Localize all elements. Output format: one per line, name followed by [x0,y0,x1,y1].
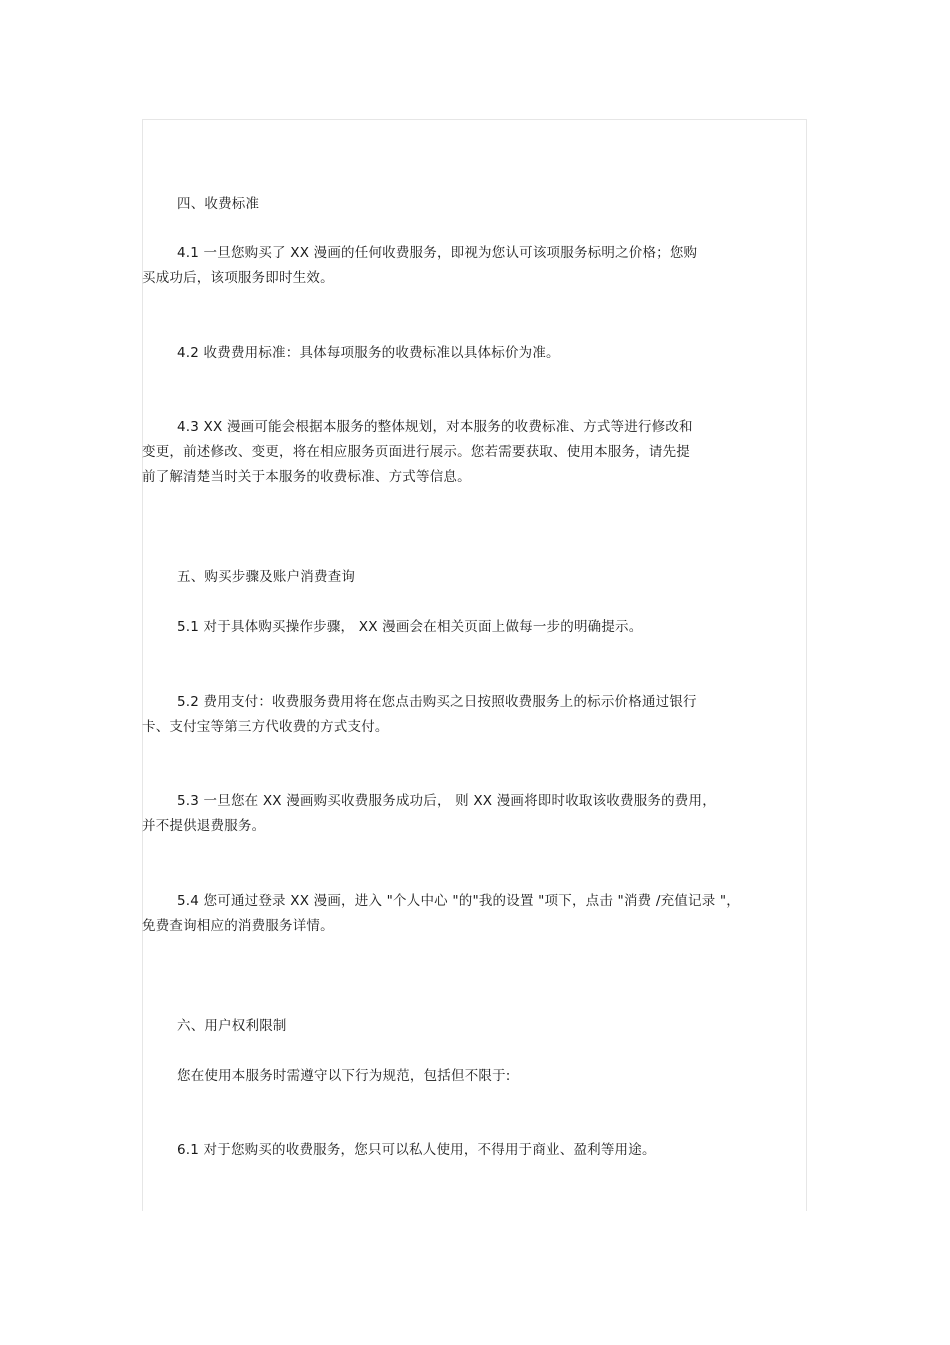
paragraph-5-2-line-1: 5.2 费用支付：收费服务费用将在您点击购买之日按照收费服务上的标示价格通过银行 [177,694,697,710]
paragraph-5-4-line-2: 免费查询相应的消费服务详情。 [142,918,334,934]
paragraph-5-2-line-2: 卡、支付宝等第三方代收费的方式支付。 [142,719,389,735]
section-heading-restrictions: 六、用户权利限制 [177,1018,287,1034]
paragraph-5-3-line-1: 5.3 一旦您在 XX 漫画购买收费服务成功后， 则 XX 漫画将即时收取该收费服务的费用， [177,793,716,809]
paragraph-4-2-line-1: 4.2 收费费用标准：具体每项服务的收费标准以具体标价为准。 [177,345,560,361]
section-heading-fees: 四、收费标准 [177,196,260,212]
paragraph-4-3-line-1: 4.3 XX 漫画可能会根据本服务的整体规划，对本服务的收费标准、方式等进行修改和 [177,419,693,435]
paragraph-4-3-line-3: 前了解清楚当时关于本服务的收费标准、方式等信息。 [142,469,471,485]
paragraph-5-3-line-2: 并不提供退费服务。 [142,818,266,834]
paragraph-4-1-line-2: 买成功后，该项服务即时生效。 [142,270,334,286]
paragraph-6-intro: 您在使用本服务时需遵守以下行为规范，包括但不限于: [177,1068,511,1084]
paragraph-5-1-line-1: 5.1 对于具体购买操作步骤， XX 漫画会在相关页面上做每一步的明确提示。 [177,619,643,635]
section-heading-purchase: 五、购买步骤及账户消费查询 [177,569,356,585]
paragraph-4-1-line-1: 4.1 一旦您购买了 XX 漫画的任何收费服务，即视为您认可该项服务标明之价格；您购 [177,245,698,261]
paragraph-5-4-line-1: 5.4 您可通过登录 XX 漫画，进入 "个人中心 "的"我的设置 "项下，点击 "消费 /充值记录 "， [177,893,740,909]
paragraph-6-1-line-1: 6.1 对于您购买的收费服务，您只可以私人使用，不得用于商业、盈利等用途。 [177,1142,656,1158]
paragraph-4-3-line-2: 变更，前述修改、变更，将在相应服务页面进行展示。您若需要获取、使用本服务，请先提 [142,444,690,460]
